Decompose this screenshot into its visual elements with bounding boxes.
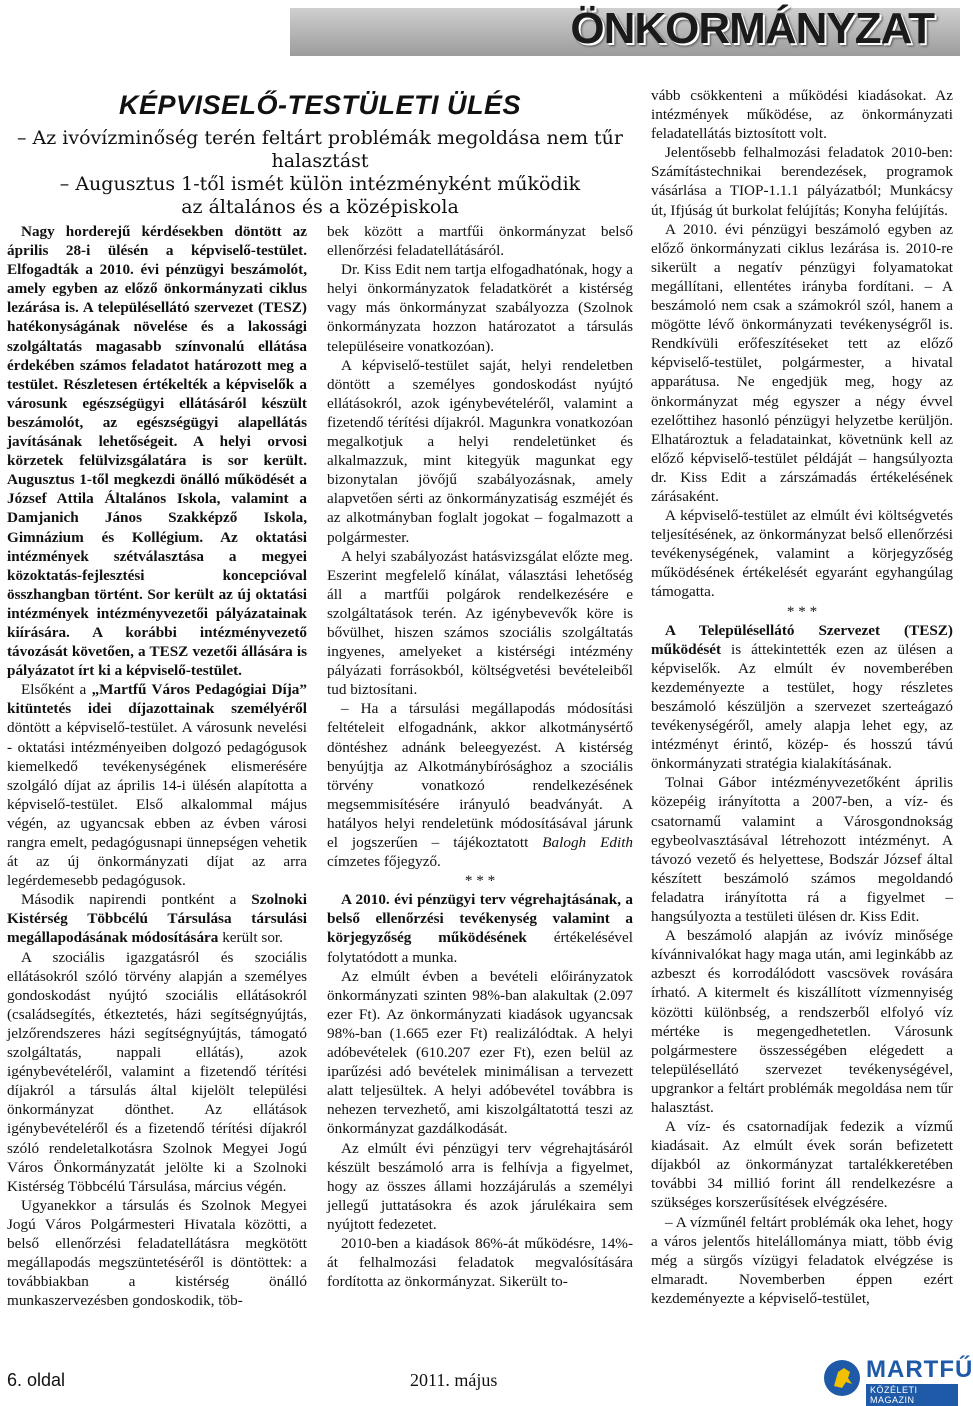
text-column-3	[651, 86, 953, 1308]
paragraph: A szociális igazgatásról és szociális ellátásokról szóló törvény alapján a személyes gondoskodást nyújtó szociális ellátásokról (családsegítés, étkeztetés, házi segítségnyújtás, jelzőrendszeres házi segítségnyújtás, támogató szolgáltatás, nappali ellátás), azok igénybevételéről, valamint a fizetendő térítési díjakról a társulás által kijelölt települési önkormányzat dönthet. Az ellátások igénybevételéről és a fizetendő térítési díjakról szóló rendeletalkotásra Szolnok Megyei Jogú Város Önkormányzatát jelölte ki a Szolnoki Kistérség Többcélú Társulása, március végén.	[7, 948, 307, 1195]
paragraph: Dr. Kiss Edit nem tartja elfogadhatónak, hogy a helyi önkormányzatok feladatkörét a kistérség vagy más önkormányzat szabályozza (Szolnok önkormányzata hozzon határozatot a társulás településeire vonatkozóan).	[327, 261, 633, 355]
paragraph: A beszámoló alapján az ivóvíz minősége kívánnivalókat hagy maga után, ami leginkább az azbeszt és korrodálódott vascsövek rovására írható. A kitermelt és kiszállított vízmennyiség közötti különbség, a rendszerből elfolyó víz mértéke is megengedhetetlen. Városunk polgármestere összességében elégedett a településellátó szervezet tevékenységével, upgrankor a feltárt problémák megoldása nem tűr halasztást.	[651, 927, 953, 1116]
paragraph: – A vízműnél feltárt problémák oka lehet, hogy a város jelentős hitelállománya miatt, több évig még a sürgős vízügyi feladatok elvégzése is elmaradt. Novemberben éppen ezért kezdeményezte a képviselő-testület,	[651, 1213, 953, 1307]
logo-subtitle: KÖZÉLETI MAGAZIN	[866, 1384, 958, 1406]
horse-emblem-icon	[822, 1358, 862, 1398]
paragraph: A képviselő-testület az elmúlt évi költségvetés teljesítésének, az önkormányzat belső ellenőrzési tevékenységének, valamint a körjegyzőség működésének értékelését egyaránt egyhangúlag támogatta.	[651, 507, 953, 601]
paragraph: A víz- és csatornadíjak fedezik a vízmű kiadásait. Az elmúlt évek során befizetett díjakból az önkormányzat tartalékkeretében további 34 millió forint áll rendelkezésre a szükséges korszerűsítések elvégzésére.	[651, 1118, 953, 1212]
paragraph: Tolnai Gábor intézményvezetőként április közepéig irányította a 2007-ben, a víz- és csatornamű valamint a Városgondnokság egybeolvasztásával létrehozott intézményt. A távozó vezető és helyettese, Bodszár József által készített beszámoló számos megoldandó feladatra irányította rá a figyelmet – hangsúlyozta a testületi ülésen dr. Kiss Edit.	[651, 774, 953, 926]
article-subtitle-3: az általános és a középiskola	[181, 196, 459, 218]
paragraph: Elsőként a „Martfű Város Pedagógiai Díja” kitüntetés idei díjazottainak személyéről döntött a képviselő-testület. A városunk nevelési - oktatási intézményeiben dolgozó pedagógusok kiemelkedő tevékenységének elismerésére szolgáló díjat az április 14-i ülésén alapította a képviselő-testület. Első alkalommal május végén, az ugyancsak ebben az évben városi rangra emelt, pedagógusnapi ünnepségen vehetik át az új önkormányzati díjat az arra legérdemesebb pedagógusok.	[7, 681, 307, 890]
paragraph: Ugyanekkor a társulás és Szolnok Megyei Jogú Város Polgármesteri Hivatala közötti, a belső ellenőrzési feladatellátásra megkötött megállapodás megszüntetéséről is döntöttek: a továbbiakban a kistérség önálló munkaszervezésben gondoskodik, töb-	[7, 1196, 307, 1310]
article-title: KÉPVISELŐ-TESTÜLETI ÜLÉS	[118, 90, 522, 120]
masthead	[0, 0, 960, 62]
paragraph: Jelentősebb felhalmozási feladatok 2010-ben: Számítástechnikai berendezések, programok vásárlása a TIOP-1.1.1 pályázatból; Munkácsy út, Ifjúság út burkolat felújítás; Konyha felújítás.	[651, 144, 953, 219]
magazine-logo	[822, 1352, 973, 1405]
article-subtitle-1: – Az ivóvízminőség terén feltárt problémák megoldása nem tűr halasztást	[16, 127, 623, 172]
logo-title: MARTFŰ	[866, 1356, 973, 1383]
lead-paragraph: Nagy horderejű kérdésekben döntött az április 28-i ülésén a képviselő-testület. Elfogadták a 2010. évi pénzügyi beszámolót, amely egyben az előző önkormányzati ciklus lezárása is. A településellátó szervezet (TESZ) hatékonyságának növelése és a lakossági szolgáltatás magasabb színvonalú ellátása érdekében számos feladatot határozott meg a testület. Részletesen értékelték a képviselők a városunk egészségügyi ellátásáról készült beszámolót, az egészségügyi alapellátás javításának lehetőségeit. A helyi orvosi körzetek felülvizsgálatára is sor került. Augusztus 1-től megkezdi önálló működését a József Attila Általános Iskola, valamint a Damjanich János Szakképző Iskola, Gimnázium és Kollégium. Az oktatási intézmények szétválasztása a megyei közoktatás-fejlesztési koncepcióval összhangban történt. Sor került az új oktatási intézmények intézményvezetői pályázatainak kiírására. A korábbi intézményvezető távozását követően, a TESZ vezetői állására is pályázatot írt ki a képviselő-testület.	[7, 223, 307, 680]
paragraph: A Településellátó Szervezet (TESZ) működését is áttekintették ezen az ülésen a képviselők. Az elmúlt év novemberében kezdeményezte a testület, hogy részletes beszámoló készüljön a szervezet szerteágazó tevékenységéről, amely alapja lehet egy, az intézményt érintő, közép- és hosszú távú önkormányzati stratégia kialakításának.	[651, 621, 953, 773]
paragraph: – Ha a társulási megállapodás módosítási feltételeit elfogadnánk, akkor alkotmánysértő döntéshez adnánk beleegyezést. A kistérség benyújtja az Alkotmánybírósághoz a szociális törvény vonatkozó rendelkezésének megsemmisítésére irányuló beadványát. A hatályos helyi rendeletünk módosításával járunk el jogszerűen – tájékoztatott Balogh Edith címzetes főjegyző.	[327, 700, 634, 871]
paragraph: vább csökkenteni a működési kiadásokat. Az intézmények működése, az önkormányzati feladatellátás biztosított volt.	[651, 87, 953, 143]
section-separator: * * *	[786, 602, 818, 620]
paragraph: A 2010. évi pénzügyi beszámoló egyben az előző önkormányzati ciklus lezárása is. 2010-re sikerült a negatív pénzügyi folyamatokat megállítani, ellentétes irányba fordítani. – A beszámoló nem csak a számokról szól, hanem a mögötte lévő önkormányzati tevékenységről is. Rendkívüli erőfeszítéseket tett az előző képviselő-testület, polgármester, a hivatal apparátusa. Ne engedjük meg, hogy az önkormányzat még egyszer a négy évvel ezelőttihez hasonló pénzügyi helyzetbe kerüljön. Elhatároztuk a feladatainkat, követnünk kell az előző képviselő-testület példáját – hangsúlyozta dr. Kiss Edit a zárszámadás értékelésének zárásaként.	[651, 220, 953, 505]
text-column-1	[7, 222, 307, 1310]
section-separator: * * *	[464, 872, 496, 890]
paragraph: A helyi szabályozást hatásvizsgálat előzte meg. Eszerint megfelelő kínálat, választási lehetőség áll a martfűi polgárok rendelkezésére e szolgáltatások terén. Az igénybevevők köre is bővülhet, hiszen számos szociális szolgáltatás ingyenes, amelyeket a kistérségi intézmény pályázati forrásokból, költségvetési bevételeiből tud biztosítani.	[327, 547, 633, 699]
paragraph: bek között a martfűi önkormányzat belső ellenőrzési feladatellátásáról.	[327, 223, 633, 260]
text-column-2	[327, 222, 633, 1291]
paragraph: Második napirendi pontként a Szolnoki Kistérség Többcélú Társulása társulási megállapodásának módosítására került sor.	[7, 891, 307, 947]
article-subtitle-2: – Augusztus 1-től ismét külön intézményként működik	[59, 173, 581, 195]
page-number: 6. oldal	[7, 1370, 66, 1390]
paragraph: Az elmúlt évben a bevételi előirányzatok önkormányzati szinten 98%-ban alakultak (2.097 ezer Ft). Az önkormányzati kiadások ugyancsak 98%-ban (1.665 ezer Ft) realizálódtak. A helyi adóbevételek (610.207 ezer Ft), ezen belül az iparűzési adó bevételek minimálisan a tervezett alatt teljesültek. A helyi adóbevétel továbbra is nehezen tervezhető, ami kiszolgáltatottá teszi az önkormányzat gazdálkodását.	[327, 967, 633, 1138]
issue-date: 2011. május	[410, 1370, 498, 1390]
section-title: ÖNKORMÁNYZAT	[570, 4, 934, 53]
article-headline	[0, 90, 640, 219]
paragraph: A 2010. évi pénzügyi terv végrehajtásának, a belső ellenőrzési tevékenység valamint a körjegyzőség működésének értékelésével folytatódott a munka.	[327, 891, 633, 966]
paragraph: 2010-ben a kiadások 86%-át működésre, 14%-át felhalmozási feladatok megvalósítására fordította az önkormányzat. Sikerült to-	[327, 1234, 633, 1291]
paragraph: Az elmúlt évi pénzügyi terv végrehajtásáról készült beszámoló arra is felhívja a figyelmet, hogy az összes állami hozzájárulás a személyi jellegű juttatásokra és azok járulékaira sem nyújtott fedezetet.	[327, 1139, 633, 1233]
paragraph: A képviselő-testület saját, helyi rendeletben döntött a személyes gondoskodást nyújtó ellátásokról, azok igénybevételéről, valamint a fizetendő térítési díjakról. Magunkra vonatkozóan megalkotjuk a helyi rendeletünket és alkalmazzuk, mint kitegyük magunkat egy bizonytalan jövőjű szabályozásnak, amely alapvetően sérti az önkormányzatiság eszméjét és az alkotmányban foglalt jogokat – fogalmazott a polgármester.	[327, 356, 633, 546]
